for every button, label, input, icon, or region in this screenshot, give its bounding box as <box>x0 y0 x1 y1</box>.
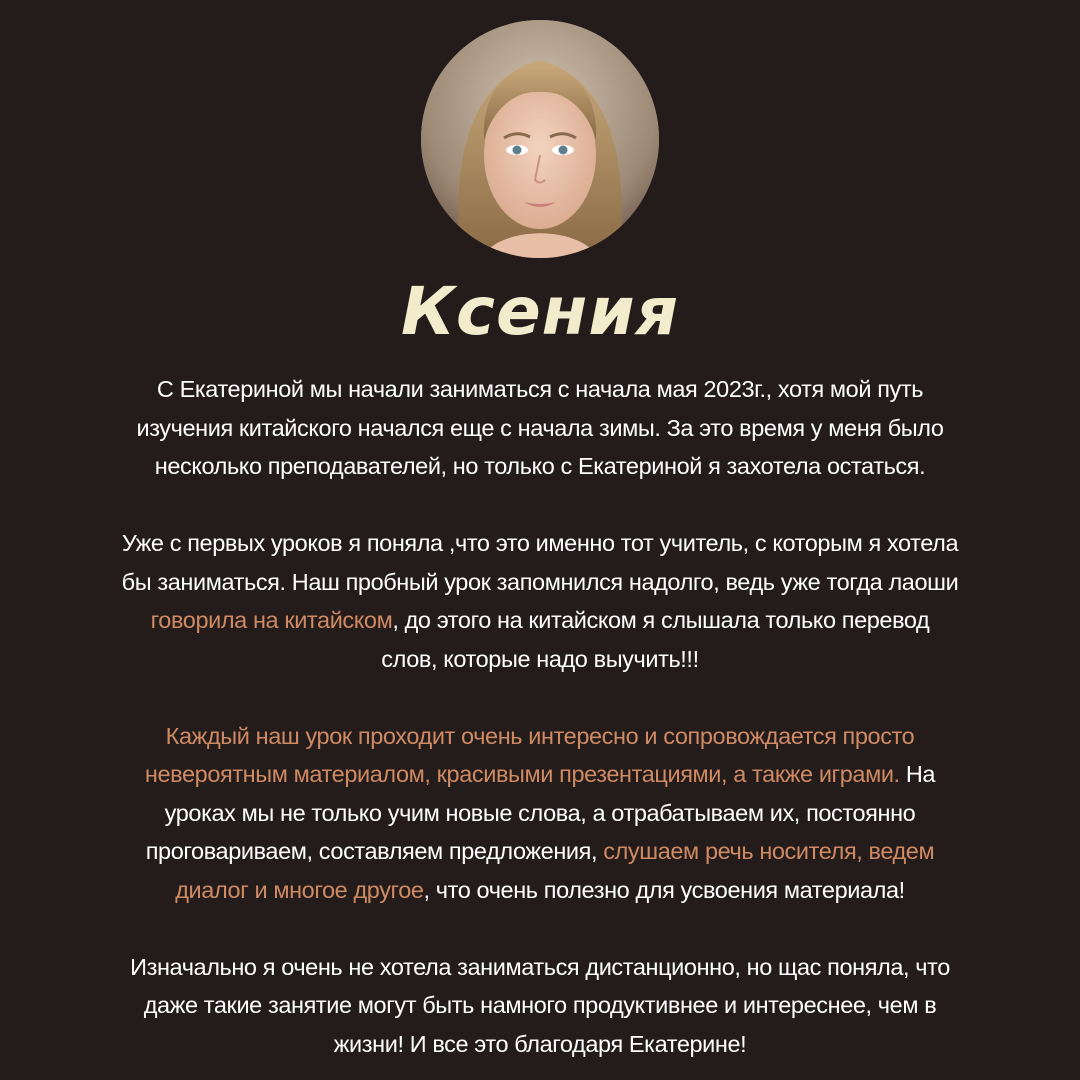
review-line <box>20 447 1060 486</box>
avatar-portrait <box>421 20 659 258</box>
review-line <box>20 948 1060 987</box>
review-text-segment: , до этого на китайском я слышала только перевод <box>392 607 930 633</box>
paragraph-gap <box>20 486 1060 525</box>
review-line <box>20 986 1060 1025</box>
highlighted-text: говорила на китайском <box>150 607 393 633</box>
paragraph-gap <box>20 678 1060 717</box>
review-line <box>20 871 1060 910</box>
review-text-segment: даже такие занятие могут быть намного продуктивнее и интереснее, чем в <box>143 992 937 1018</box>
review-paragraph <box>20 717 1060 910</box>
review-line <box>20 717 1060 756</box>
review-text-segment: проговариваем, составляем предложения, <box>145 838 604 864</box>
review-line <box>20 794 1060 833</box>
reviewer-name: Ксения <box>400 273 680 350</box>
review-text-segment: С Екатериной мы начали заниматься с начала мая 2023г., хотя мой путь <box>156 376 924 402</box>
review-text-segment: , что очень полезно для усвоения материала! <box>423 876 905 903</box>
review-line <box>20 370 1060 409</box>
highlighted-text: слушаем речь носителя, ведем <box>603 838 935 864</box>
review-line <box>20 601 1060 640</box>
review-line <box>20 524 1060 563</box>
review-text-segment: жизни! И все это благодаря Екатерине! <box>333 1030 747 1057</box>
highlighted-text: невероятным материалом, красивыми презентациями, а также играми. <box>144 761 900 787</box>
review-line <box>20 409 1060 448</box>
review-paragraph <box>20 524 1060 678</box>
review-text-segment: На <box>899 761 936 787</box>
review-line <box>20 755 1060 794</box>
review-line <box>20 1025 1060 1064</box>
review-text-segment: Изначально я очень не хотела заниматься дистанционно, но щас поняла, что <box>130 953 950 980</box>
review-line <box>20 832 1060 871</box>
paragraph-gap <box>20 909 1060 948</box>
review-text-segment: бы заниматься. Наш пробный урок запомнился надолго, ведь уже тогда лаоши <box>121 568 959 595</box>
review-text-segment: слов, которые надо выучить!!! <box>381 645 699 672</box>
review-text-segment: уроках мы не только учим новые слова, а отрабатываем их, постоянно <box>164 799 916 826</box>
review-line <box>20 563 1060 602</box>
review-line <box>20 640 1060 679</box>
review-paragraph <box>20 370 1060 486</box>
review-text-segment: несколько преподавателей, но только с Екатериной я захотела остаться. <box>154 453 926 479</box>
review-text-segment: изучения китайского начался еще с начала зимы. За это время у меня было <box>136 414 944 441</box>
highlighted-text: диалог и многое другое <box>175 876 424 903</box>
highlighted-text: Каждый наш урок проходит очень интересно и сопровождается просто <box>165 722 915 749</box>
avatar <box>421 20 659 258</box>
review-text <box>20 370 1060 1063</box>
review-paragraph <box>20 948 1060 1064</box>
review-text-segment: Уже с первых уроков я поняла ,что это именно тот учитель, с которым я хотела <box>121 530 959 556</box>
